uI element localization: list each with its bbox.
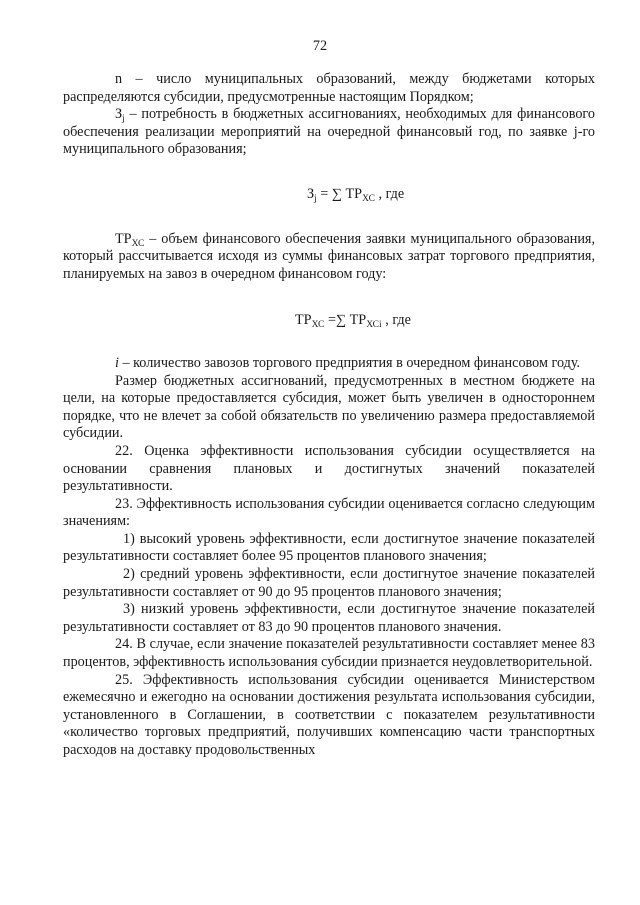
formula2-lhs: ТР [295, 312, 312, 329]
paragraph-n-definition: n – число муниципальных образований, между бюджетами которых распределяются субсидии, предусмотренные настоящим Порядком; [63, 71, 595, 105]
paragraph-23: 23. Эффективность использования субсидии оценивается согласно следующим значениям: [63, 495, 595, 530]
symbol-tr: ТР [115, 230, 132, 247]
symbol-z-subscript: j [122, 114, 125, 125]
list-item-high: 1) высокий уровень эффективности, если достигнутое значение показателей результативности составляет более 95 процентов планового значения; [63, 530, 595, 565]
formula2-sum-subscript: ХСi [366, 320, 382, 331]
paragraph-zj-definition [63, 106, 595, 159]
list-item-low: 3) низкий уровень эффективности, если достигнутое значение показателей результативности составляет от 83 до 90 процентов планового значения. [63, 601, 595, 635]
formula2-tail: , где [381, 312, 411, 329]
symbol-z: З [115, 106, 123, 123]
formula2-sum: =∑ ТР [324, 312, 367, 329]
formula1-lhs: З [307, 185, 315, 202]
formula1-sum-subscript: ХС [362, 193, 375, 204]
formula-trxs [63, 312, 595, 330]
formula2-lhs-subscript: ХС [311, 320, 325, 331]
formula-zj [63, 186, 595, 204]
i-definition-text: – количество завозов торгового предприятия в очередном финансовом году. [118, 354, 581, 371]
document-body [63, 71, 595, 760]
list-item-medium: 2) средний уровень эффективности, если достигнутое значение показателей результативности составляет от 90 до 95 процентов планового значения; [63, 566, 595, 600]
formula1-lhs-subscript: j [314, 193, 317, 204]
paragraph-budget-size: Размер бюджетных ассигнований, предусмотренных в местном бюджете на цели, на которые предоставляется субсидия, может быть увеличен в одностороннем порядке, что не влечет за собой обязательств по увеличению размера предоставляемой субсидии. [63, 372, 595, 442]
symbol-i: i [115, 354, 119, 371]
paragraph-25: 25. Эффективность использования субсидии оценивается Министерством ежемесячно и ежегодно на основании достижения результата использования субсидии, установленного в Соглашении, в соответствии с показателем результативности «количество торговых предприятий, получивших компенсацию части транспортных расходов на доставку продовольственных [63, 671, 595, 758]
trxs-definition-text: – объем финансового обеспечения заявки муниципального образования, который рассчитывается исходя из суммы финансовых затрат торгового предприятия, планируемых на завоз в очередном финансовом году: [63, 230, 595, 282]
zj-definition-text: – потребность в бюджетных ассигнованиях, необходимых для финансового обеспечения реализации мероприятий на очередной финансовый год, по заявке j-го муниципального образования; [63, 106, 595, 158]
paragraph-24: 24. В случае, если значение показателей результативности составляет менее 83 процентов, эффективность использования субсидии признается неудовлетворительной. [63, 636, 595, 671]
formula1-tail: , где [374, 185, 405, 202]
symbol-tr-subscript: ХС [131, 238, 145, 249]
formula1-sum: = ∑ ТР [316, 185, 363, 202]
paragraph-trxs-definition [63, 231, 595, 284]
paragraph-i-definition [63, 355, 595, 373]
paragraph-22: 22. Оценка эффективности использования субсидии осуществляется на основании сравнения плановых и достигнутых значений показателей результативности. [63, 442, 595, 495]
page-number: 72 [312, 38, 328, 54]
